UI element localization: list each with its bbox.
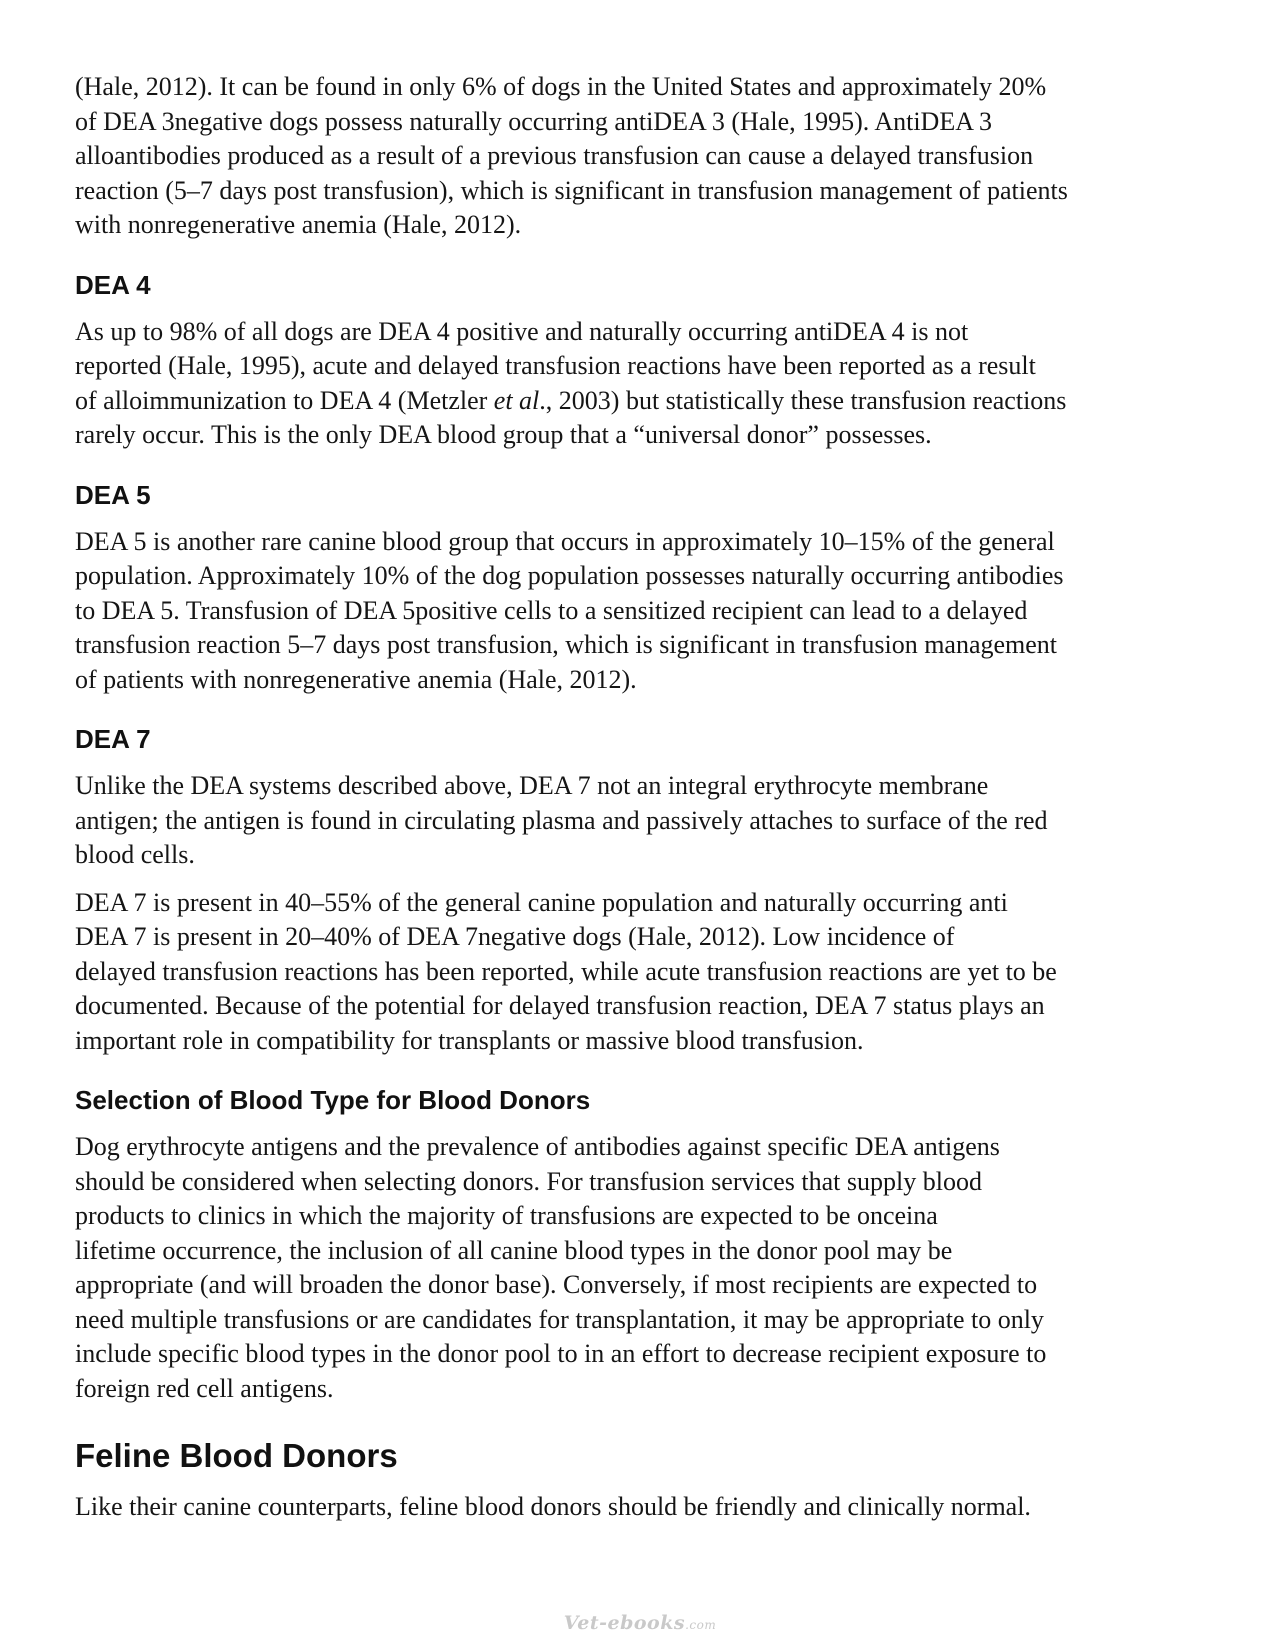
paragraph-dea3-continued: (Hale, 2012). It can be found in only 6% of dogs in the United States and approximately 20% of DEA 3negative dogs possess naturally occurring antiDEA 3 (Hale, 1995). AntiDEA 3 alloantibodies produced as a result of a previous transfusion can cause a delayed transfusion reaction (5–7 days post transfusion), which is significant in transfusion management of patients with nonregenerative anemia (Hale, 2012).	[75, 72, 1068, 239]
dea4-text-part2: ., 2003) but statistically these transfusion reactions rarely occur. This is the only DEA blood group that a “universal donor” possesses.	[75, 385, 1067, 449]
dea4-citation-italic: et al	[493, 385, 540, 415]
paragraph-dea5: DEA 5 is another rare canine blood group that occurs in approximately 10–15% of the general population. Approximately 10% of the dog population possesses naturally occurring antibodies to DEA 5. Transfusion of DEA 5positive cells to a sensitized recipient can lead to a delayed transfusion reaction 5–7 days post transfusion, which is significant in transfusion management of patients with nonregenerative anemia (Hale, 2012).	[75, 526, 1064, 694]
paragraph-dea4	[75, 315, 1215, 453]
dea4-text-part1: As up to 98% of all dogs are DEA 4 positive and naturally occurring antiDEA 4 is not reported (Hale, 1995), acute and delayed transfusion reactions have been reported as a result of alloimmunization to DEA 4 (Metzler	[75, 316, 1036, 415]
watermark-brand: Vet-ebooks	[563, 1612, 686, 1634]
paragraph-dea7-second: DEA 7 is present in 40–55% of the general canine population and naturally occurring anti DEA 7 is present in 20–40% of DEA 7negative dogs (Hale, 2012). Low incidence of delayed transfusion reactions has been reported, while acute transfusion reactions are yet to be documented. Because of the potential for delayed transfusion reaction, DEA 7 status plays an important role in compatibility for transplants or massive blood transfusion.	[75, 887, 1057, 1055]
paragraph-dea7-first: Unlike the DEA systems described above, DEA 7 not an integral erythrocyte membrane antigen; the antigen is found in circulating plasma and passively attaches to surface of the red blood cells.	[75, 771, 1048, 869]
paragraph-feline: Like their canine counterparts, feline blood donors should be friendly and clinically normal.	[75, 1492, 1031, 1521]
heading-selection-blood-type: Selection of Blood Type for Blood Donors	[75, 1085, 591, 1115]
watermark-logo	[560, 1612, 720, 1638]
document-page	[75, 70, 1215, 1525]
heading-dea5: DEA 5	[75, 479, 151, 510]
watermark-suffix: .com	[685, 1618, 717, 1632]
heading-dea7: DEA 7	[75, 724, 151, 754]
paragraph-selection: Dog erythrocyte antigens and the prevalence of antibodies against specific DEA antigens should be considered when selecting donors. For transfusion services that supply blood products to clinics in which the majority of transfusions are expected to be onceina lifetime occurrence, the inclusion of all canine blood types in the donor pool may be appropriate (and will broaden the donor base). Conversely, if most recipients are expected to need multiple transfusions or are candidates for transplantation, it may be appropriate to only include specific blood types in the donor pool to in an effort to decrease recipient exposure to foreign red cell antigens.	[75, 1132, 1047, 1403]
heading-feline-blood-donors: Feline Blood Donors	[75, 1437, 398, 1474]
heading-dea4: DEA 4	[75, 269, 151, 300]
